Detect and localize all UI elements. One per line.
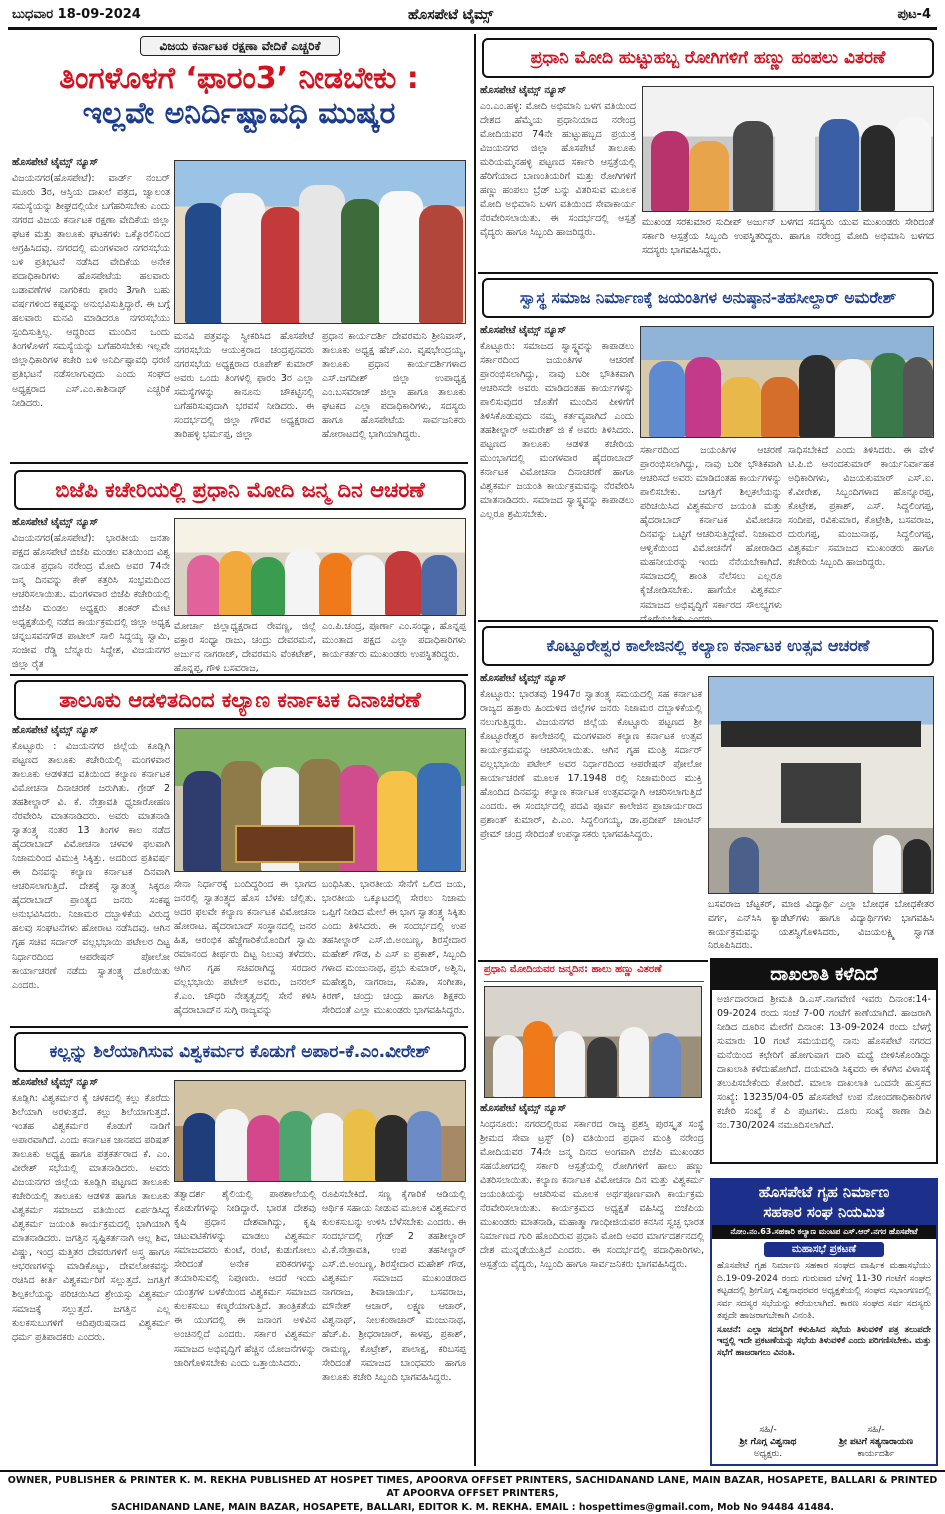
a3-byline: ಹೊಸಪೇಟೆ ಟೈಮ್ಸ್ ನ್ಯೂಸ್ (12, 725, 99, 736)
a3-body-col1 (12, 724, 170, 1020)
footer-line1: OWNER, PUBLISHER & PRINTER K. M. REKHA PUBLISHED AT HOSPET TIMES, APOORVA OFFSET PRINTERS, SACHIDANAND LANE, MAIN BAZAR, HOSAPETE, BALLARI & PRINTED AT APOORVA OFFSET PRINTERS, (7, 1475, 938, 1500)
a1-headline (14, 58, 464, 152)
a2-byline: ಹೊಸಪೇಟೆ ಟೈಮ್ಸ್ ನ್ಯೂಸ್ (12, 517, 99, 528)
r1-byline: ಹೊಸಪೇಟೆ ಟೈಮ್ಸ್ ನ್ಯೂಸ್ (480, 85, 567, 96)
a2-body-col2: ಮೋರ್ಚಾ ಜಿಲ್ಲಾಧ್ಯಕ್ಷರಾದ ರೇವಣ್ಣ, ಜಿಲ್ಲೆ ವಕ್ತಾರ ಸಂಧ್ಯಾ ರಾಜು, ಚಂದ್ರು ದೇವರಮನೆ, ಅರ್ಜುನ ನಾಗರಾಜ್, ದೇವರಮನಿ ವೆಂಕಟೇಶ್, ಹೊನ್ನಪ್ಪ, ಗೌಳಿ ಬಸವರಾಜ, (174, 621, 316, 675)
divider (478, 272, 938, 274)
a3-body-col2: ಸೇನಾ ನಿರ್ಧಾರಕ್ಕೆ ಬಂದಿದ್ದರಿಂದ ಈ ಭಾಗದ ಜನರಲ್ಲಿ ಸ್ವಾತಂತ್ರ್ಯದ ಹೊಸ ಬೆಳಕು ಚೆಲ್ಲಿತು. ಅದರ ಫಲವೇ ಕಲ್ಯಾಣ ಕರ್ನಾಟಕ ವಿಮೋಚನಾ ಹೋರಾಟ. ಹೈದರಾಬಾದ್ ಸಂಸ್ಥಾನದಲ್ಲಿ ಜನರ ಹಿತ, ಆರಂಭಿಕ ಹೆಜ್ಜೆಗಾರಿಕೆಯೊಂದಿಗೆ ಸ್ವಾಮಿ ರಮಾನಂದ ತೀರ್ಥರು ದಿಟ್ಟ ನಿಲುವು ತಳೆದರು. ಆಗಿನ ಗೃಹ ಸಚಿವರಾಗಿದ್ದ ಸರದಾರ ವಲ್ಲಭಭಾಯಿ ಪಟೇಲ್ ಅವರು, ಜನರಲ್ ಕೆ.ಎಂ. ಚೌಧರಿ ನೇತೃತ್ವದಲ್ಲಿ ಸೇನೆ ಕಳಿಸಿ ಹೈದರಾಬಾದ್‌ನ ಸುಗ್ಗಿ ರಾಜ್ಯವನ್ನು (174, 879, 316, 1017)
sig-left-role: ಅಧ್ಯಕ್ಷರು. (753, 1448, 783, 1459)
r3-photo (708, 676, 934, 894)
r1-photo (642, 86, 934, 212)
a1-kicker: ವಿಜಯ ಕರ್ನಾಟಕ ರಕ್ಷಣಾ ವೇದಿಕೆ ಎಚ್ಚರಿಕೆ (140, 36, 340, 56)
a2-headline: ಬಿಜೆಪಿ ಕಚೇರಿಯಲ್ಲಿ ಪ್ರಧಾನಿ ಮೋದಿ ಜನ್ಮ ದಿನ ಆಚರಣೆ (14, 470, 466, 510)
a2-photo (174, 518, 466, 616)
a3-body-col3: ಬಂಧಿಸಿತು. ಭಾರತೀಯ ಸೇನೆಗೆ ಒಲಿದ ಜಯ, ಭಾರತೀಯ ಒಕ್ಕೂಟದಲ್ಲಿ ಸೇರಲು ನಿಜಾಮ ಒಪ್ಪಿಗೆ ನೀಡಿದ ಮೇಲೆ ಈ ಭಾಗ ಸ್ವಾತಂತ್ರ್ಯ ಸಿಕ್ಕಿತು ಎಂದು ತಿಳಿಸಿದರು. ಈ ಸಂದರ್ಭದಲ್ಲಿ ಉಪ ತಹಸೀಲ್ದಾರ್ ಎಸ್.ಬಿ.ಅಂಬಣ್ಣ, ಶಿರಸ್ತೇದಾರ ಮಹೇಶ್ ಗೌಡ, ಪಿ ಎಸ್ ಐ ಪ್ರಕಾಶ್, ಸಿಬ್ಬಂದಿ ಗಳಾದ ಮಂಜುನಾಥ, ಪ್ರಭು ಕುಮಾರ್, ಅಶ್ವಿನಿ, ಮಹೇಶ್ವರಿ, ನಾಗರಾಜ, ಸವಿತಾ, ಸಂಗೀತಾ, ಕಿರಣ್, ಚಂದ್ರು ಚಂದ್ರು ಹಾಗೂ ಶಿಕ್ಷಕರು ಸೇರಿದಂತೆ ಎಲ್ಲಾ ಮುಖಂಡರು ಭಾಗವಹಿಸಿದ್ದರು. (322, 879, 466, 1017)
a4-body-col3: ರೂಪಿಸಬೇಕಿದೆ. ಸಣ್ಣ ಕೈಗಾರಿಕೆ ಆಡಿಯಲ್ಲಿ ಆರ್ಥಿಕ ಸಹಾಯ ನೀಡುವ ಮೂಲಕ ವಿಶ್ವಕರ್ಮರ ಕುಲಕಸುಬನ್ನು ಉಳಿಸಿ ಬೆಳೆಸಬೇಕು ಎಂದರು. ಈ ಸಂದರ್ಭದಲ್ಲಿ ಗ್ರೇಡ್ 2 ತಹಶೀಲ್ದಾರ್ ವಿ.ಕೆ.ನೇತ್ರಾವತಿ, ಉಪ ತಹಸೀಲ್ದಾರ್ ಎಸ್.ಬಿ.ಅಂಬಣ್ಣ, ಶಿರಸ್ತೇದಾರ ಮಹೇಶ್ ಗೌಡ, ವಿಶ್ವಕರ್ಮ ಸಮಾಜದ ಮುಖಂಡರಾದ ನಾಗರಾಜ, ಶಿವಾಚಾರ್ಯ, ಬಸವರಾಜ, ಮೌನೇಶ್ ಆಚಾರ್, ಲಕ್ಷ್ಮಣ ಆಚಾರ್, ವಿಶ್ವನಾಥ್, ನೀಲಕಂಠಾಚಾರ್ ಮಂಜುನಾಥ, ಹೆಚ್.ಪಿ. ಶ್ರೀಧರಾಚಾರ್, ಕಾಳಪ್ಪ, ಪ್ರಕಾಶ್, ರಾಮಣ್ಣ, ಕೊಟ್ರೇಶ್, ಪಾಲಾಕ್ಷ, ಕರಿಬಸಪ್ಪ ಸೇರಿದಂತೆ ಸಮಾಜದ ಬಾಂಧವರು ಹಾಗೂ ತಾಲೂಕು ಕಚೇರಿ ಸಿಬ್ಬಂದಿ ಭಾಗವಹಿಸಿದ್ದರು. (322, 1189, 466, 1383)
a4-text1: ಕೂಡ್ಲಿಗಿ: ವಿಶ್ವಕರ್ಮರ ಕೈ ಚಳಕದಲ್ಲಿ ಕಲ್ಲು ಕೊರೆದು ಶಿಲೆಯಾಗಿ ಅರಳುತ್ತದೆ. ಕಲ್ಲು ಶಿಲೆಯಾಗುತ್ತದೆ. ಇಂತಹ ವಿಶ್ವಕರ್ಮರ ಕೊಡುಗೆ ನಾಡಿಗೆ ಅಪಾರವಾಗಿದೆ. ಎಂದು ಕರ್ನಾಟಕ ಜಾನಪದ ಪರಿಷತ್ ತಾಲೂಕು ಅಧ್ಯಕ್ಷ ಹಾಗೂ ಪತ್ರಕರ್ತರಾದ ಕೆ. ಎಂ. ವೀರೇಶ್ ಸಭೆಯಲ್ಲಿ ಮಾತನಾಡಿದರು. ಅವರು ವಿಜಯನಗರ ಜಿಲ್ಲೆಯ ಕೂಡ್ಲಿಗಿ ಪಟ್ಟಣದ ತಾಲೂಕು ಕಚೇರಿಯಲ್ಲಿ ತಾಲೂಕು ಆಡಳಿತ ಹಾಗೂ ತಾಲೂಕು ವಿಶ್ವಕರ್ಮ ಸಮಾಜದ ವತಿಯಿಂದ ಏರ್ಪಡಿಸಿದ್ದ ವಿಶ್ವಕರ್ಮ ಜಯಂತಿ ಕಾರ್ಯಕ್ರಮದಲ್ಲಿ ಭಾಗಿಯಾಗಿ ಮಾತನಾಡಿದರು. ಜಗತ್ತಿನ ಸೃಷ್ಟಿಕರ್ತನಾಗಿ ಆಲ್ಲ ಶಿವ, ವಿಷ್ಣು, ಇಂದ್ರ ಮತ್ತಿತರ ದೇವರುಗಳಿಗೆ ಅಸ್ತ್ರ ಹಾಗೂ ಆಭರಣಗಳನ್ನು ಮಾಡಿಕೊಟ್ಟು, ದೇವಲೋಕವನ್ನು ರಚಿಸಿದ ಕೀರ್ತಿ ವಿಶ್ವಕರ್ಮರಿಗೆ ಸಲ್ಲುತ್ತದೆ. ಜಗತ್ತಿಗೆ ಶಿಲ್ಪಕಲೆಯನ್ನು ಪರಿಚಯಿಸಿದ ಶ್ರೇಯಸ್ಸು ವಿಶ್ವಕರ್ಮ ಸಮಾಜಕ್ಕೆ ಸಲ್ಲುತ್ತದೆ. ಜಗತ್ತಿನ ಎಲ್ಲ ಕುಲಕಸುಬುಗಳಿಗೆ ಆದಿಪುರುಷನಾದ ವಿಶ್ವಕರ್ಮ ಧರ್ಮ ಪ್ರತಿಪಾದಕರು ಎಂದರು. (12, 1092, 170, 1343)
r3-body (480, 672, 702, 954)
sig-left-label: ಸಹಿ/- (759, 1424, 777, 1435)
r2-byline: ಹೊಸಪೇಟೆ ಟೈಮ್ಸ್ ನ್ಯೂಸ್ (480, 325, 567, 336)
notice2-title1: ಹೊಸಪೇಟೆ ಗೃಹ ನಿರ್ಮಾಣ (758, 1183, 890, 1201)
a4-body-col1 (12, 1076, 170, 1464)
r1-caption: ಮುಖಂಡ ಸರಕುಮಾರ ಸುದೀಪ್ ಅರ್ಜುನ್ ಬಳಗದ ಸದಸ್ಯರು ಯುವ ಮುಖಂಡರು ಸೇರಿದಂತೆ ಸರ್ಕಾರಿ ಆಸ್ಪತ್ರೆಯ ಸಿಬ್ಬಂದಿ ಉಪಸ್ಥಿತರಿದ್ದರು. ಹಾಗೂ ನರೇಂದ್ರ ಮೋದಿ ಅಭಿಮಾನಿ ಬಳಗದ ಸದಸ್ಯರು ಭಾಗವಹಿಸಿದ್ದರು. (642, 217, 934, 256)
sig-right-name: ಶ್ರೀ ಪಟಗೆ ಸತ್ಯನಾರಾಯಣ (839, 1436, 913, 1447)
r2-body-col3: ಸಾಧಿಸಬೇಕಿದೆ ಎಂದು ತಿಳಿಸಿದರು. ಈ ವೇಳೆ ಟಿ.ಪಿ.ಬಿ ಆನಂದಕುಮಾರ್ ಕಾರ್ಯನಿರ್ವಾಹಕ ಅಧಿಕಾರಿಗಳು, ವಿಜಯಕುಮಾರ್ ಎಸ್.ಐ. ಕೆ.ವೀರೇಶ, ಸಿಬ್ಬಂದಿಗಳಾದ ಹೊನ್ನೂರಪ್ಪ, ಕೊಟ್ರೇಶ, ಪ್ರಕಾಶ್, ಎಸ್. ಸಿದ್ದಲಿಂಗಪ್ಪ, ಸಂದೀಪ, ರವಿಕುಮಾರ, ಕೊಟ್ರೇಶಿ, ಬಸವರಾಜ, ದುರುಗಪ್ಪ, ಮಂಜುನಾಥ, ಸಿದ್ದಲಿಂಗಪ್ಪ, ವಿಶ್ವಕರ್ಮ ಸಮಾಜದ ಮುಖಂಡರು ಹಾಗೂ ಕಚೇರಿಯ ಸಿಬ್ಬಂದಿ ಹಾಜರಿದ್ದರು. (788, 445, 934, 569)
page-footer (0, 1470, 945, 1513)
r4-body (480, 1102, 704, 1464)
r2-photo (640, 326, 934, 438)
a1-body-col2: ಮನವಿ ಪತ್ರವನ್ನು ಸ್ವೀಕರಿಸಿದ ಹೊಸಪೇಟೆ ನಗರಸಭೆಯ ಆಯುಕ್ತರಾದ ಚಂದ್ರಪ್ಪನವರು ನಗರಸಭೆಯ ಅಧ್ಯಕ್ಷರಾದ ರೂಪೇಶ್ ಕುಮಾರ್ ಅವರು ಒಂದು ತಿಂಗಳಲ್ಲಿ ಫಾರಂ 3ರ ಎಲ್ಲಾ ಸಮಸ್ಯೆಗಳನ್ನು ಕಾನೂನು ಚೌಕಟ್ಟಿನಲ್ಲಿ ಬಗೆಹರಿಸುವುದಾಗಿ ಭರವಸೆ ನೀಡಿದರು. ಈ ಸಂದರ್ಭದಲ್ಲಿ ಜಿಲ್ಲಾ ಗೌರವ ಅಧ್ಯಕ್ಷರಾದ ತಾರಿಹಳ್ಳಿ ಭರ್ಮಪ್ಪ, ಜಿಲ್ಲಾ (174, 331, 314, 441)
r1-text: ಎಂ.ಎಂ.ಹಳ್ಳಿ: ಮೋದಿ ಅಭಿಮಾನಿ ಬಳಗ ವತಿಯಿಂದ ದೇಶದ ಹೆಮ್ಮೆಯ ಪ್ರಧಾನಿಯಾದ ನರೇಂದ್ರ ಮೋದಿಯವರ 74ನೇ ಹುಟ್ಟುಹಬ್ಬದ ಪ್ರಯುಕ್ತ ವಿಜಯನಗರ ಜಿಲ್ಲಾ ಹೊಸಪೇಟೆ ತಾಲೂಕು ಮರಿಯಮ್ಮನಹಳ್ಳಿ ಪಟ್ಟಣದ ಸರ್ಕಾರಿ ಆಸ್ಪತ್ರೆಯಲ್ಲಿ ಹೆರಿಗೆಯಾದ ಬಾಣಂತಿಯರಿಗೆ ಮತ್ತು ರೋಗಿಗಳಿಗೆ ಹಣ್ಣು ಹಂಪಲು ಬ್ರೆಡ್ ಬನ್ನು ವಿತರಿಸುವ ಮೂಲಕ ಮೋದಿ ಅಭಿಮಾನಿ ಬಳಗ ವತಿಯಿಂದ ಸೇವಾಕಾರ್ಯ ನೆರವೇರಿಸಲಾಯಿತು. ಈ ಸಂದರ್ಭದಲ್ಲಿ ಆಸ್ಪತ್ರೆ ವೈದ್ಯರು ಹಾಗೂ ಸಿಬ್ಬಂದಿ ಹಾಜರಿದ್ದರು. (480, 100, 636, 239)
notice2-title2: ಸಹಕಾರ ಸಂಘ ನಿಯಮಿತ (763, 1202, 885, 1221)
a1-headline-line1: ತಿಂಗಳೊಳಗೆ ‘ಫಾರಂ3’ ನೀಡಬೇಕು : (59, 61, 419, 96)
page-header (8, 4, 937, 30)
r3-text: ಕೊಟ್ಟೂರು: ಭಾರತವು 1947ರ ಸ್ವಾತಂತ್ರ್ಯ ಸಮಯದಲ್ಲಿ ಸಹ ಕರ್ನಾಟಕ ರಾಜ್ಯದ ಹತ್ತಾರು ಹಿಂದುಳಿದ ಜಿಲ್ಲೆಗಳ ಜನರು ನಿಜಾಮರ ದಬ್ಬಾಳಿಕೆಯಲ್ಲಿ ನಲುಗುತ್ತಿದ್ದರು. ವಿಜಯನಗರ ಜಿಲ್ಲೆಯ ಕೊಟ್ಟೂರು ಪಟ್ಟಣದ ಶ್ರೀ ಕೊಟ್ಟೂರೇಶ್ವರ ಕಾಲೇಜಿನಲ್ಲಿ ಮಂಗಳವಾರ ಕಲ್ಯಾಣ ಕರ್ನಾಟಕ ಉತ್ಸವ ಕಾರ್ಯಕ್ರಮವನ್ನು ಆಚರಿಸಲಾಯಿತು. ಆಗಿನ ಗೃಹ ಮಂತ್ರಿ ಸರ್ದಾರ್ ವಲ್ಲಭಭಾಯಿ ಪಟೇಲ್ ಅವರ ನಿರ್ಧಾರದಿಂದ ಆಪರೇಷನ್ ಪೋಲೋ ಕಾರ್ಯಾಚರಣೆ ಮೂಲಕ 17.1948 ರಲ್ಲಿ ನಿಜಾಮರಿಂದ ಮುಕ್ತಿ ಹೊಂದಿದ ದಿನವನ್ನು ಕಲ್ಯಾಣ ಕರ್ನಾಟಕ ಉತ್ಸವವನ್ನಾಗಿ ಆಚರಿಸಲಾಗುತ್ತಿದೆ ಎಂದರು. ಈ ಸಂದರ್ಭದಲ್ಲಿ ಪದವಿ ಪೂರ್ವ ಕಾಲೇಜಿನ ಪ್ರಾಚಾರ್ಯರಾದ ಪ್ರಶಾಂತ್ ಕುಮಾರ್, ಪಿ.ಎಂ. ಸಿದ್ದಲಿಂಗಯ್ಯ, ಡಾ.ಪ್ರದೀಪ್ ಚಾಂಟಿನ್ ಪ್ರೇಮ್ ಚಂದ್ರ ಸೇರಿದಂತೆ ಉಪನ್ಯಾಸಕರು ಭಾಗವಹಿಸಿದ್ದರು. (480, 688, 702, 841)
a1-photo (174, 160, 466, 324)
notice2-subtitle: ಮಹಾಸಭೆ ಪ್ರಕಟಣೆ (764, 1242, 884, 1257)
masthead: ಹೊಸಪೇಟೆ ಟೈಮ್ಸ್ (408, 7, 494, 23)
a3-text1: ಕೊಟ್ಟೂರು : ವಿಜಯನಗರ ಜಿಲ್ಲೆಯ ಕೂಡ್ಲಿಗಿ ಪಟ್ಟಣದ ತಾಲೂಕು ಕಚೇರಿಯಲ್ಲಿ ಮಂಗಳವಾರ ತಾಲೂಕು ಆಡಳಿತದ ವತಿಯಿಂದ ಕಲ್ಯಾಣ ಕರ್ನಾಟಕ ವಿಮೋಚನಾ ದಿನಾಚರಣೆ ಜರುಗಿತು. ಗ್ರೇಡ್ 2 ತಹಶೀಲ್ದಾರ್ ವಿ. ಕೆ. ನೇತ್ರಾವತಿ ಧ್ವಜಾರೋಹಣ ನೆರವೇರಿಸಿ ಮಾತನಾಡಿದರು. ಅವರು ಮಾತನಾಡಿ ಸ್ವಾತಂತ್ರ್ಯ ನಂತರ 13 ತಿಂಗಳ ಕಾಲ ನಡೆದ ಹೈದರಾಬಾದ್ ವಿಮೋಚನಾ ಚಳವಳಿ ಫಲವಾಗಿ ನಿಜಾಮರಿಂದ ವಿಮುಕ್ತಿ ಸಿಕ್ಕಿತ್ತು. ಅದರಿಂದ ಪ್ರತಿವರ್ಷ ಈ ದಿನವನ್ನು ಕಲ್ಯಾಣ ಕರ್ನಾಟಕ ದಿನವಾಗಿ ಆಚರಿಸಲಾಗುತ್ತಿದೆ. ದೇಶಕ್ಕೆ ಸ್ವಾತಂತ್ರ್ಯ ಸಿಕ್ಕರೂ ಹೈದರಾಬಾದ್ ಪ್ರಾಂತ್ಯದ ಜನರು ಸಂಕಷ್ಟ ಅನುಭವಿಸಿದರು. ನಿಜಾಮರ ದಬ್ಬಾಳಿಕೆಯ ವಿರುದ್ಧ ಹಲವು ಸಂಘಟನೆಗಳು ಹೋರಾಟ ನಡೆಸಿದವು. ಆಗಿನ ಗೃಹ ಸಚಿವ ಸರ್ದಾರ್ ವಲ್ಲಭಭಾಯಿ ಪಟೇಲರ ದಿಟ್ಟ ನಿರ್ಧಾರದಿಂದ ಆಪರೇಷನ್ ಪೋಲೋ ಕಾರ್ಯಾಚರಣೆ ನಡೆದು ಸ್ವಾತಂತ್ರ್ಯ ದೊರೆಯಿತು ಎಂದರು. (12, 740, 170, 991)
a1-headline-line2: ಇಲ್ಲವೇ ಅನಿರ್ದಿಷ್ಟಾವಧಿ ಮುಷ್ಕರ (82, 95, 396, 131)
r3-headline: ಕೊಟ್ಟೂರೇಶ್ವರ ಕಾಲೇಜಿನಲ್ಲಿ ಕಲ್ಯಾಣ ಕರ್ನಾಟಕ ಉತ್ಸವ ಆಚರಣೆ (482, 626, 934, 666)
r2-text1: ಕೊಟ್ಟೂರು: ಸಮಾಜದ ಸ್ವಾಸ್ಥ್ಯವನ್ನು ಕಾಪಾಡಲು ಸರ್ಕಾರದಿಂದ ಜಯಂತಿಗಳ ಆಚರಣೆ ಪ್ರಾರಂಭಿಸಲಾಗಿದ್ದು, ನಾವು ಬರೀ ಭೌತಿಕವಾಗಿ ಆಚರಿಸದೇ ಅವರು ಮಾಡಿದಂತಹ ಕಾರ್ಯಗಳನ್ನು ಪಾಲಿಸುವುದರ ಜೊತೆಗೆ ಮುಂದಿನ ಪೀಳಿಗೆಗೆ ತಿಳಿಸಿಕೊಡುವುದು ನಮ್ಮ ಕರ್ತವ್ಯವಾಗಿದೆ ಎಂದು ತಹಶೀಲ್ದಾರ್ ಅಮರೇಶ್ ಜಿ ಕೆ ಅವರು ತಿಳಿಸಿದರು. ಪಟ್ಟಣದ ತಾಲೂಕು ಆಡಳಿತ ಕಚೇರಿಯ ಮುಂಭಾಗದಲ್ಲಿ ಮಂಗಳವಾರ ಹೈದರಾಬಾದ್ ಕರ್ನಾಟಕ ವಿಮೋಚನಾ ದಿನಾಚರಣೆ ಹಾಗೂ ವಿಶ್ವಕರ್ಮ ಜಯಂತಿ ಕಾರ್ಯಕ್ರಮವನ್ನು ನೆರವೇರಿಸಿ ಮಾತನಾಡಿದರು. ಸಮಾಜದ ಸ್ವಾಸ್ಥ್ಯವನ್ನು ಕಾಪಾಡಲು ಎಲ್ಲರೂ ಶ್ರಮಿಸಬೇಕು. (480, 340, 634, 521)
divider (478, 960, 708, 962)
notice2-header (712, 1180, 936, 1225)
divider (10, 674, 468, 676)
notice1-text: ಅರ್ಜಿದಾರರಾದ ಶ್ರೀಮತಿ ಡಿ.ಎಸ್.ನಾಗವೇಣಿ ಇವರು ದಿನಾಂಕ:14-09-2024 ರಂದು ಸಂಜೆ 7-00 ಗಂಟೆಗೆ ಕಾಣೆಯಾಗಿದೆ. ಹಾಜರಾಗಿ ನೀಡಿದ ದೂರಿನ ಮೇರೆಗೆ ದಿನಾಂಕ: 13-09-2024 ರಂದು ಬೆಳಗ್ಗೆ ಸುಮಾರು 10 ಗಂಟೆ ಸಮಯದಲ್ಲಿ ನಾನು ಹೊಸಪೇಟೆ ನಗರದ ಮನೆಯಿಂದ ಕಛೇರಿಗೆ ಹೋಗುವಾಗ ದಾರಿ ಮಧ್ಯೆ ಬೀಳಿಸಿಕೊಂಡಿದ್ದು ದಾಖಲಾತಿ ಕಳೆದುಹೋಗಿದೆ. ದಯಮಾಡಿ ಸಿಕ್ಕವರು ಈ ಕೆಳಗಿನ ವಿಳಾಸಕ್ಕೆ ತಲುಪಿಸಬೇಕೆಂದು ಕೋರಿದೆ. ಮಾಲಾ ದಾಖಲಾತಿ ಒಂದನೇ ಹುಸ್ತಕದ ಸಂಖ್ಯೆ: 13235/04-05 ಹೊಸಪೇಟೆ ಉಪ ನೋಂದಣಾಧಿಕಾರಿಗಳ ಕಚೇರಿ ಸಂಖ್ಯೆ ಕೆ ಪಿ ಪುಟಗಳು. ದೂರು ಸಂಖ್ಯೆ ಠಾಣಾ ಡಿಪಿ ನಂ.730/2024 ನಮೂದಿಸಲಾಗಿದೆ. (717, 994, 931, 1132)
r2-headline: ಸ್ವಾಸ್ಥ ಸಮಾಜ ನಿರ್ಮಾಣಕ್ಕೆ ಜಯಂತಿಗಳ ಅನುಷ್ಠಾನ-ತಹಸೀಲ್ದಾರ್ ಅಮರೇಶ್ (482, 278, 934, 318)
notice2-text: ಹೊಸಪೇಟೆ ಗೃಹ ನಿರ್ಮಾಣ ಸಹಕಾರ ಸಂಘದ ವಾರ್ಷಿಕ ಮಹಾಸಭೆಯು ದಿ.19-09-2024 ರಂದು ಗುರುವಾರ ಬೆಳಗ್ಗೆ 11-30 ಗಂಟೆಗೆ ಸಂಘದ ಕಟ್ಟಡದಲ್ಲಿ ಶ್ರೀಗೊಗ್ಗ ವಿಶ್ವನಾಥರವರ ಅಧ್ಯಕ್ಷತೆಯಲ್ಲಿ ಸಂಘದ ಸಭಾಂಗಣದಲ್ಲಿ ಸರ್ವ ಸದಸ್ಯರ ಸಭೆಯನ್ನು ಕರೆಯಲಾಗಿದೆ. ಕಾರಣ ಸಂಘದ ಸರ್ವ ಸದಸ್ಯರು ತಪ್ಪದೇ ಹಾಜರಾಗಬೇಕಾಗಿ ವಿನಂತಿ. (717, 1261, 931, 1322)
r4-text: ಸಿಂಧನೂರು: ನಗರದಲ್ಲಿರುವ ಸರ್ಕಾರದ ರಾಜ್ಯ ಪ್ರಶಸ್ತಿ ಪುರಸ್ಕೃತ ಸಂಸ್ಥೆ ಶ್ರೀಮದ ಸೇವಾ ಟ್ರಸ್ಟ್ (ರಿ) ವತಿಯಿಂದ ಪ್ರಧಾನ ಮಂತ್ರಿ ನರೇಂದ್ರ ಮೋದಿಯವರ 74ನೇ ಜನ್ಮ ದಿನದ ಅಂಗವಾಗಿ ಬಿಜೆಪಿ ಮುಖಂಡರ ಸಹಯೋಗದಲ್ಲಿ ಸರ್ಕಾರಿ ಆಸ್ಪತ್ರೆಯಲ್ಲಿ ರೋಗಿಗಳಿಗೆ ಹಾಲು ಹಣ್ಣು ವಿತರಿಸಲಾಯಿತು. ಕಲ್ಯಾಣ ಕರ್ನಾಟಕ ವಿಮೋಚನಾ ದಿನ ಮತ್ತು ವಿಶ್ವಕರ್ಮ ಜಯಂತಿಯನ್ನು ಆಚರಿಸುವ ಮೂಲಕ ಅರ್ಥಪೂರ್ಣವಾಗಿ ಕಾರ್ಯಕ್ರಮ ನೆರವೇರಿಸಲಾಯಿತು. ಕಾರ್ಯಕ್ರಮದ ಅಧ್ಯಕ್ಷತೆ ವಹಿಸಿದ್ದ ಬಿಜೆಪಿಯ ಮುಖಂಡರು ಮಾತನಾಡಿ, ಮಹಾತ್ಮಾ ಗಾಂಧೀಜಿಯವರ ಕನಸಿನ ಸ್ವಚ್ಛ ಭಾರತ ನಿರ್ಮಾಣದ ಗುರಿ ಹೊಂದಿರುವ ಪ್ರಧಾನಿ ಮೋದಿ ಅವರ ಮಾರ್ಗದರ್ಶನದಲ್ಲಿ ದೇಶ ಮುನ್ನಡೆಯುತ್ತಿದೆ ಎಂದರು. ಈ ಸಂದರ್ಭದಲ್ಲಿ ಪದಾಧಿಕಾರಿಗಳು, ಆಸ್ಪತ್ರೆಯ ವೈದ್ಯರು, ಸಿಬ್ಬಂದಿ ಹಾಗೂ ಸಾರ್ವಜನಿಕರು ಭಾಗವಹಿಸಿದ್ದರು. (480, 1118, 704, 1271)
a4-photo (174, 1080, 466, 1182)
r1-body (480, 84, 636, 266)
a4-headline: ಕಲ್ಲನ್ನು ಶಿಲೆಯಾಗಿಸುವ ವಿಶ್ವಕರ್ಮರ ಕೊಡುಗೆ ಅಪಾರ-ಕೆ.ಎಂ.ವೀರೇಶ್ (14, 1032, 466, 1072)
divider (478, 620, 938, 622)
notice2-sig-left (716, 1424, 820, 1460)
divider (10, 1026, 468, 1028)
issue-date: ಬುಧವಾರ 18-09-2024 (12, 7, 141, 22)
a2-body-col1 (12, 516, 170, 671)
r4-photo (484, 986, 702, 1098)
notice2-note: ಸೂಚನೆ: ಎಲ್ಲಾ ಸದಸ್ಯರಿಗೆ ಕಳುಹಿಸಿದ ಸಭೆಯ ತಿಳುವಳಿಕೆ ಪತ್ರ ತಲುಪದೇ ಇದ್ದಲ್ಲಿ ಇದೇ ಪ್ರಕಟಣೆಯನ್ನು ಸಭೆಯ ತಿಳುವಳಿಕೆ ಎಂದು ಪರಿಗಣಿಸಬೇಕು. ಮತ್ತು ಸಭೆಗೆ ಹಾಜರಾಗಲು ವಿನಂತಿ. (717, 1324, 931, 1358)
a1-byline: ಹೊಸಪೇಟೆ ಟೈಮ್ಸ್ ನ್ಯೂಸ್ (12, 157, 99, 168)
notice-housing-society (710, 1178, 938, 1466)
notice1-title: ದಾಖಲಾತಿ ಕಳೆದಿದೆ (712, 960, 936, 990)
r4-byline: ಹೊಸಪೇಟೆ ಟೈಮ್ಸ್ ನ್ಯೂಸ್ (480, 1103, 567, 1114)
a1-body-col1 (12, 156, 170, 446)
r3-caption: ಬಸವರಾಜ ಚೆಟ್ಟಕರ್, ಮಾಜಿ ವಿದ್ಯಾರ್ಥಿ ಎಲ್ಲಾ ಬೋಧಕ ಬೋಧಕೇತರ ವರ್ಗ, ಎನ್‌ಸಿಸಿ ಕ್ಯಾಡೆಟ್‌ಗಳು ಹಾಗೂ ವಿದ್ಯಾರ್ಥಿಗಳು ಭಾಗವಹಿಸಿ ಕಾರ್ಯಕ್ರಮವನ್ನು ಯಶಸ್ವಿಗೊಳಿಸಿದರು, ವಿಜಯಲಕ್ಷ್ಮಿ ಸ್ವಾಗತ ನಿರೂಪಿಸಿದರು. (708, 899, 934, 952)
notice2-reg: ನೋಂ.ನಂ.63.ಸಹಕಾರಿ ಕಲ್ಯಾಣ ಮಂಟಪ ಎಸ್.ಆರ್.ನಗರ ಹೊಸಪೇಟೆ (712, 1225, 936, 1239)
footer-line2: SACHIDANAND LANE, MAIN BAZAR, HOSAPETE, BALLARI, EDITOR K. M. REKHA. EMAIL : hospettimes@gmail.com, Mob No 94484 41484. (110, 1501, 835, 1513)
a4-body-col2: ತತ್ವಾದರ್ಶ ಶೈಲಿಯಲ್ಲಿ ಪಾಠಶಾಲೆಯಲ್ಲಿ ಕೊಡುಗೆಗಳನ್ನು ನೀಡಿದ್ದಾರೆ. ಭಾರತ ದೇಶವು ಕೃಷಿ ಪ್ರಧಾನ ದೇಶವಾಗಿದ್ದು, ಕೃಷಿ ಚಟುವಟಿಕೆಗಳನ್ನು ಮಾಡಲು ವಿಶ್ವಕರ್ಮ ಸಮಾಜದವರು ಕುಂಟೆ, ರಂಟೆ, ಕುಡುಗೋಲು ಸೇರಿದಂತೆ ಅನೇಕ ಪರಿಕರಗಳನ್ನು ತಯಾರಿಸುವಲ್ಲಿ ನಿಪುಣರು. ಆದರೆ ಇಂದು ಯಂತ್ರಗಳ ಬಳಕೆಯಿಂದ ವಿಶ್ವಕರ್ಮ ಸಮಾಜದ ಕುಲಕಸುಬು ಕಣ್ಮರೆಯಾಗುತ್ತಿದೆ. ತಾಂತ್ರಿಕತೆಯ ಈ ಯುಗದಲ್ಲಿ ಈ ಜನಾಂಗ ಅಳಿವಿನ ಅಂಚಿನಲ್ಲಿದೆ ಎಂದರು. ಸರ್ಕಾರ ವಿಶ್ವಕರ್ಮ ಸಮಾಜದ ಅಭಿವೃದ್ಧಿಗೆ ಹೆಚ್ಚಿನ ಯೋಜನೆಗಳನ್ನು ಜಾರಿಗೊಳಿಸಬೇಕು ಎಂದು ಒತ್ತಾಯಿಸಿದರು. (174, 1189, 316, 1369)
notice2-sig-right (820, 1424, 932, 1460)
notice-lost-document (710, 958, 938, 1164)
a4-byline: ಹೊಸಪೇಟೆ ಟೈಮ್ಸ್ ನ್ಯೂಸ್ (12, 1077, 99, 1088)
a3-photo (174, 728, 466, 872)
divider (10, 462, 468, 464)
r4-headline: ಪ್ರಧಾನಿ ಮೋದಿಯವರ ಜನ್ಮದಿನ: ಹಾಲು ಹಣ್ಣು ವಿತರಣೆ (484, 964, 704, 982)
sig-right-label: ಸಹಿ/- (867, 1424, 885, 1435)
page-number: ಪುಟ-4 (897, 7, 931, 22)
r2-body-col1 (480, 324, 634, 614)
a3-headline: ತಾಲೂಕು ಆಡಳಿತದಿಂದ ಕಲ್ಯಾಣ ಕರ್ನಾಟಕ ದಿನಾಚರಣೆ (14, 680, 466, 720)
r3-byline: ಹೊಸಪೇಟೆ ಟೈಮ್ಸ್ ನ್ಯೂಸ್ (480, 673, 567, 684)
column-divider (474, 34, 476, 1466)
sig-left-name: ಶ್ರೀ ಗೊಗ್ಗ ವಿಶ್ವನಾಥ (739, 1436, 797, 1447)
r2-body-col2: ಸರ್ಕಾರದಿಂದ ಜಯಂತಿಗಳ ಆಚರಣೆ ಪ್ರಾರಂಭಿಸಲಾಗಿದ್ದು, ನಾವು ಬರೀ ಭೌತಿಕವಾಗಿ ಆಚರಿಸದೆ ಅವರು ಮಾಡಿದಂತಹ ಕಾರ್ಯಗಳನ್ನು ಪಾಲಿಸಬೇಕು. ಜಗತ್ತಿಗೆ ಶಿಲ್ಪಕಲೆಯನ್ನು ಪರಿಚಯಿಸಿದ ವಿಶ್ವಕರ್ಮರ ಜಯಂತಿ ಮತ್ತು ಹೈದರಾಬಾದ್ ಕರ್ನಾಟಕ ವಿಮೋಚನಾ ದಿನವನ್ನು ಒಟ್ಟಿಗೆ ಆಚರಿಸುತ್ತಿದ್ದೇವೆ. ನಿಜಾಮರ ಆಳ್ವಿಕೆಯಿಂದ ವಿಮೋಚನೆಗೆ ಹೋರಾಡಿದ ಮಹನೀಯರನ್ನು ಇಂದು ನೆನೆಯಬೇಕಾಗಿದೆ. ಸಮಾಜದಲ್ಲಿ ಶಾಂತಿ ನೆಲೆಸಲು ಎಲ್ಲರೂ ಕೈಜೋಡಿಸಬೇಕು. ಹಾಗೆಯೇ ವಿಶ್ವಕರ್ಮ ಸಮಾಜದ ಅಭಿವೃದ್ಧಿಗೆ ಸರ್ಕಾರದ ಸೌಲಭ್ಯಗಳು (640, 445, 782, 611)
a1-text1: ವಿಜಯನಗರ(ಹೊಸಪೇಟೆ): ವಾರ್ಡ್ ನಂಬರ್ ಮೂರು 3ರ, ಆಸ್ತಿಯ ದಾಖಲೆ ಪತ್ರದ, ಜ್ವಾಲಂತ ಸಮಸ್ಯೆಯನ್ನು ಶೀಘ್ರದಲ್ಲಿಯೇ ಬಗೆಹರಿಸಬೇಕು ಎಂದು ನಗರದ ವಿಜಯ ಕರ್ನಾಟಕ ರಕ್ಷಣಾ ವೇದಿಕೆಯ ಜಿಲ್ಲಾ ಘಟಕ ಮತ್ತು ತಾಲೂಕು ಘಟಕಗಳು ಒಕ್ಕೊರಲಿನಿಂದ ಆಗ್ರಹಿಸಿದವು. ನಗರದಲ್ಲಿ ಮಂಗಳವಾರ ನಗರಸಭೆಯ ಬಳಿ ಪ್ರತಿಭಟನೆ ನಡೆಸಿದ ವೇದಿಕೆಯ ಅನೇಕ ಪದಾಧಿಕಾರಿಗಳು ಹೊಸಪೇಟೆಯ ಹಲವಾರು ಬಡಾವಣೆಗಳ ನಾಗರಿಕರು ಫಾರಂ 3ಗಾಗಿ ಬಹು ವರ್ಷಗಳಿಂದ ಕಷ್ಟವನ್ನು ಅನುಭವಿಸುತ್ತಿದ್ದಾರೆ. ಈ ಬಗ್ಗೆ ಹಲವಾರು ಮನವಿ ಮಾಡಿದರೂ ನಗರಸಭೆಯು ಸ್ಪಂದಿಸುತ್ತಿಲ್ಲ. ಆದ್ದರಿಂದ ಮುಂದಿನ ಒಂದು ತಿಂಗಳೊಳಗೆ ಸಮಸ್ಯೆಯನ್ನು ಬಗೆಹರಿಸಬೇಕು ಇಲ್ಲವೇ ಜಿಲ್ಲಾಧಿಕಾರಿಗಳ ಕಚೇರಿ ಬಳಿ ಅನಿರ್ದಿಷ್ಟಾವಧಿ ಧರಣಿ ಪ್ರತಿಭಟನೆ ನಡೆಸಲಾಗುವುದು ಎಂದು ಸಂಘದ ಅಧ್ಯಕ್ಷರಾದ ಎಸ್.ಎಂ.ಕಾಶಿನಾಥ್ ಎಚ್ಚರಿಕೆ ನೀಡಿದರು. (12, 172, 170, 409)
a1-body-col3: ಪ್ರಧಾನ ಕಾರ್ಯದರ್ಶಿ ದೇವರಮನಿ ಶ್ರೀನಿವಾಸ್, ತಾಲೂಕು ಅಧ್ಯಕ್ಷ ಹೆಚ್.ಎಂ. ವೃಷಭೇಂದ್ರಯ್ಯ, ತಾಲೂಕು ಪ್ರಧಾನ ಕಾರ್ಯದರ್ಶಿಗಳಾದ ಎಸ್.ಜಗದೀಶ್ ಜಿಲ್ಲಾ ಉಪಾಧ್ಯಕ್ಷ ಎಂ.ಬಸವರಾಜ್ ಜಿಲ್ಲಾ ಹಾಗೂ ತಾಲೂಕು ಘಟಕದ ಎಲ್ಲಾ ಪದಾಧಿಕಾರಿಗಳು, ಸದಸ್ಯರು ಹಾಗೂ ಹೊಸಪೇಟೆಯ ಸಾರ್ವಜನಿಕರು ಹೋರಾಟದಲ್ಲಿ ಭಾಗಿಯಾಗಿದ್ದರು. (322, 331, 466, 441)
a2-body-col3: ಎಂ.ಪಿ.ಚಂದ್ರ, ಪೂರ್ಣಾ ಎಂ.ಸಂಧ್ಯಾ, ಹೊನ್ನಪ್ಪ ಮುಂತಾದ ಪಕ್ಷದ ಎಲ್ಲಾ ಪದಾಧಿಕಾರಿಗಳು ಕಾರ್ಯಕರ್ತರು ಮುಖಂಡರು ಉಪಸ್ಥಿತರಿದ್ದರು. (322, 621, 466, 661)
r1-headline: ಪ್ರಧಾನಿ ಮೋದಿ ಹುಟ್ಟುಹಬ್ಬ ರೋಗಿಗಳಿಗೆ ಹಣ್ಣು ಹಂಪಲು ವಿತರಣೆ (482, 38, 934, 78)
a2-text1: ವಿಜಯನಗರ(ಹೊಸಪೇಟೆ): ಭಾರತೀಯ ಜನತಾ ಪಕ್ಷದ ಹೊಸಪೇಟೆ ಬಿಜೆಪಿ ಮಂಡಲ ವತಿಯಿಂದ ವಿಶ್ವ ನಾಯಕ ಪ್ರಧಾನಿ ನರೇಂದ್ರ ಮೋದಿ ಅವರ 74ನೇ ಜನ್ಮ ದಿನವನ್ನು ಕೇಕ್ ಕತ್ತರಿಸಿ ಸಂಭ್ರಮದಿಂದ ಆಚರಿಸಲಾಯಿತು. ಮಂಗಳವಾರ ಬಿಜೆಪಿ ಕಚೇರಿಯಲ್ಲಿ ಬಿಜೆಪಿ ಮಂಡಲ ಅಧ್ಯಕ್ಷರು ಶಂಕರ್ ಮೇಟಿ ಅಧ್ಯಕ್ಷತೆಯಲ್ಲಿ ನಡೆದ ಕಾರ್ಯಕ್ರಮದಲ್ಲಿ ಜಿಲ್ಲಾ ಅಧ್ಯಕ್ಷ ಚನ್ನಬಸವನಗೌಡ ಪಾಟೀಲ್ ಸಾಲಿ ಸಿದ್ದಯ್ಯ ಸ್ವಾಮಿ, ಸಂಜೀವ ರೆಡ್ಡಿ ಬೆನ್ನೂರು ಸಿದ್ದೇಶ, ವಿಜಯನಗರ ಜಿಲ್ಲಾ ರೈತ (12, 532, 170, 671)
sig-right-role: ಕಾರ್ಯದರ್ಶಿ (857, 1448, 895, 1459)
